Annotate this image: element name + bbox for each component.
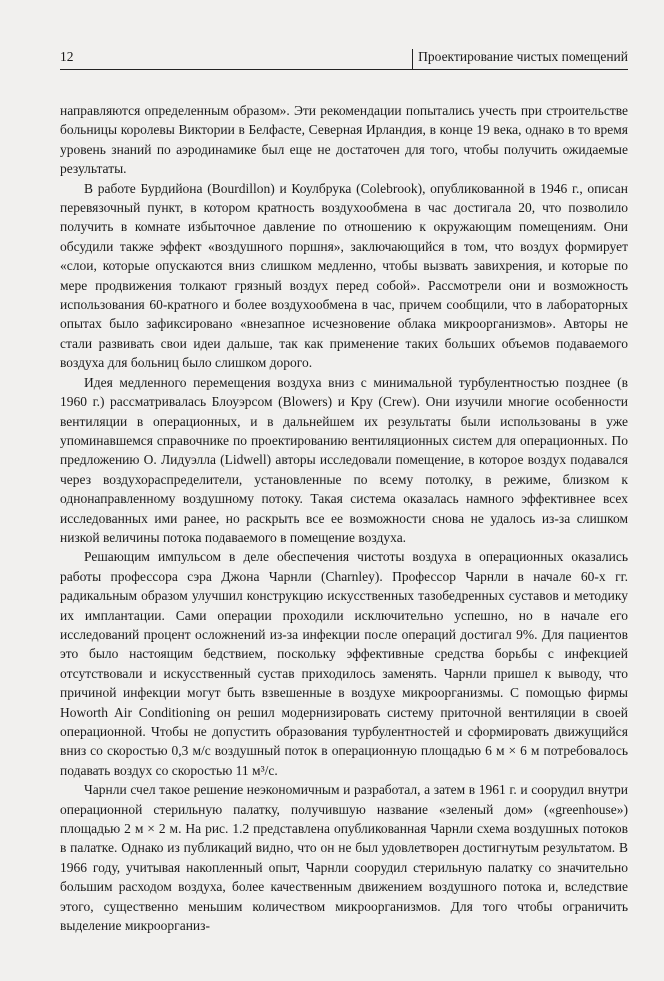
page-header: [60, 47, 628, 67]
paragraph-5: Чарнли счел такое решение неэкономичным и разработал, а затем в 1961 г. и соорудил внутри операционной стерильную палатку, получившую название «зеленый дом» («greenhouse») площадью 2 м × 2 м. На рис. 1.2 представлена опубликованная Чарнли схема воздушных потоков в палатке. Однако из публикаций видно, что он не был удовлетворен достигнутым результатом. В 1966 году, учитывая накопленный опыт, Чарнли соорудил стерильную палатку со значительно большим расходом воздуха, более качественным движением воздушного потока и, вследствие этого, существенно меньшим количеством микроорганизмов. Для того чтобы ограничить выделение микроорганиз-: [60, 782, 628, 934]
running-title: Проектирование чистых помещений: [418, 49, 628, 64]
header-rule: [60, 69, 628, 70]
paragraph-1: направляются определенным образом». Эти рекомендации попытались учесть при строительстве больницы королевы Виктории в Белфасте, Северная Ирландия, в конце 19 века, однако в то время уровень знаний по аэродинамике был еще не достаточен для того, чтобы получить ожидаемые результаты.: [60, 103, 628, 177]
paragraph-4: Решающим импульсом в деле обеспечения чистоты воздуха в операционных оказались работы профессора сэра Джона Чарнли (Charnley). Профессор Чарнли в начале 60-х гг. радикальным образом улучшил конструкцию искусственных тазобедренных суставов и методику их имплантации. Сами операции проходили исключительно успешно, но в начале его исследований процент осложнений из-за инфекции после операций достигал 9%. Для пациентов это было настоящим бедствием, поскольку эффективные средства борьбы с инфекцией отсутствовали и искусственный сустав приходилось заменять. Чарнли пришел к выводу, что причиной инфекции могут быть взвешенные в воздухе микроорганизмы. С помощью фирмы Howorth Air Conditioning он решил модернизировать систему приточной вентиляции в своей операционной. Чтобы не допустить образования турбулентностей и сформировать движущийся вниз со скоростью 0,3 м/с воздушный поток в операционную площадью 6 м × 6 м потребовалось подавать воздух со скоростью 11 м³/с.: [60, 549, 628, 778]
paragraph-3: Идея медленного перемещения воздуха вниз с минимальной турбулентностью позднее (в 1960 г.) рассматривалась Блоуэрсом (Blowers) и Кру (Crew). Они изучили многие особенности вентиляции в операционных, и в дальнейшем их результаты были использованы в уже упоминавшемся справочнике по проектированию вентиляционных систем для операционных. По предложению О. Лидуэлла (Lidwell) авторы исследовали помещение, в которое воздух подавался через воздухораспределители, установленные по всему потолку, в режиме, близком к однонаправленному воздушному потоку. Такая система оказалась намного эффективнее всех исследованных ими ранее, но раскрыть все ее возможности снова не удалось из-за слишком низкой величины потока подаваемого в помещение воздуха.: [60, 374, 628, 545]
body-text: [60, 101, 628, 935]
header-divider-tick: [412, 49, 413, 69]
page-number: 12: [60, 49, 74, 64]
paragraph-2: В работе Бурдийона (Bourdillon) и Коулбрука (Colebrook), опубликованной в 1946 г., описан перевязочный пункт, в котором кратность воздухообмена в час достигала 20, что позволило получить в комнате избыточное давление по отношению к окружающим помещениям. Они обсудили также эффект «воздушного поршня», заключающийся в том, что воздух формирует «слои, которые опускаются вниз слишком медленно, чтобы вызвать завихрения, и которые по мере продвижения толкают грязный воздух перед собой». Рассмотрели они и возможность использования 60-кратного и более воздухообмена в час, причем сообщили, что в лабораторных опытах было зафиксировано «внезапное исчезновение облака микроорганизмов». Авторы не стали развивать свои идеи дальше, так как применение таких больших объемов подаваемого воздуха для больниц было слишком дорого.: [60, 180, 628, 371]
